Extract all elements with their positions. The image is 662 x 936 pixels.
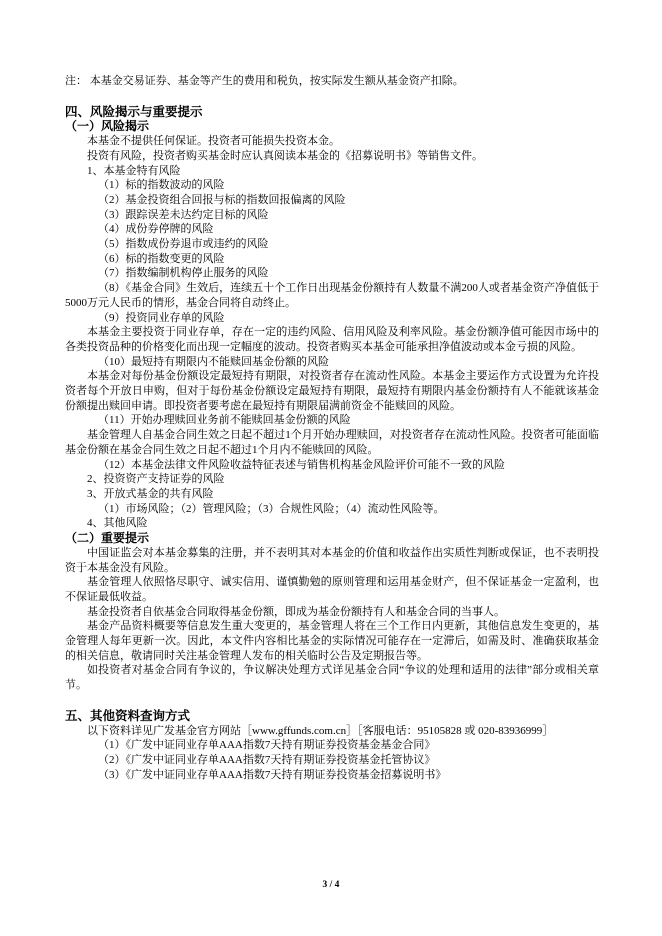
note-line: 注： 本基金交易证券、基金等产生的费用和税负，按实际发生额从基金资产扣除。	[65, 75, 464, 87]
subheading-risk-disclosure: （一）风险揭示	[65, 119, 150, 134]
list-item: （8）《基金合同》生效后，连续五十个工作日出现基金份额持有人数量不满200人或者基金资产净值低于5000万元人民币的情形，基金合同将自动终止。	[65, 282, 599, 309]
list-item: （7）指数编制机构停止服务的风险	[98, 267, 269, 280]
paragraph: 本基金不提供任何保证。投资者可能损失投资本金。	[87, 135, 340, 148]
paragraph-website-info: 以下资料详见广发基金官方网站［www.gffunds.com.cn］［客服电话：95105828 或 020-83936999］	[87, 724, 554, 737]
list-item: （6）标的指数变更的风险	[98, 252, 225, 265]
list-item: 1、本基金特有风险	[87, 164, 181, 177]
paragraph: 如投资者对基金合同有争议的，争议解决处理方式详见基金合同“争议的处理和适用的法律”部分或相关章节。	[65, 664, 599, 692]
paragraph: 投资有风险，投资者购买基金时应认真阅读本基金的《招募说明书》等销售文件。	[87, 149, 483, 162]
list-item: （12）本基金法律文件风险收益特征表述与销售机构基金风险评价可能不一致的风险	[98, 458, 505, 471]
paragraph: 本基金主要投资于同业存单，存在一定的违约风险、信用风险及利率风险。基金份额净值可能因市场中的各类投资品种的价格变化而出现一定幅度的波动。投资者购买本基金可能承担净值波动或本金亏损的风险。	[65, 326, 599, 353]
section-heading-risk: 四、风险揭示与重要提示	[65, 104, 203, 119]
list-item: 3、开放式基金的共有风险	[87, 487, 214, 500]
section-heading-other-info: 五、其他资料查询方式	[65, 708, 191, 723]
list-item: （11）开始办理赎回业务前不能赎回基金份额的风险	[98, 414, 351, 427]
list-item: （1）市场风险；（2）管理风险；（3）合规性风险；（4）流动性风险等。	[98, 502, 445, 515]
paragraph: 基金管理人自基金合同生效之日起不超过1个月开始办理赎回，对投资者存在流动性风险。投资者可能面临基金份额在基金合同生效之日起不超过1个月内不能赎回的风险。	[65, 429, 599, 456]
paragraph: 中国证监会对本基金募集的注册，并不表明其对本基金的价值和收益作出实质性判断或保证，也不表明投资于本基金没有风险。	[65, 546, 599, 574]
list-item: （9）投资同业存单的风险	[98, 311, 225, 324]
page-number: 3 / 4	[322, 880, 340, 890]
list-item-prospectus: （3）《广发中证同业存单AAA指数7天持有期证券投资基金招募说明书》	[98, 768, 447, 781]
paragraph: 基金投资者自依基金合同取得基金份额，即成为基金份额持有人和基金合同的当事人。	[87, 605, 505, 618]
list-item: 2、投资资产支持证券的风险	[87, 473, 225, 486]
list-item: 4、其他风险	[87, 517, 148, 530]
paragraph: 本基金对每份基金份额设定最短持有期限，对投资者存在流动性风险。本基金主要运作方式设置为允许投资者每个开放日申购，但对于每份基金份额设定最短持有期限，最短持有期限内基金份额持有人不能就该基金份额提出赎回申请。即投资者要考虑在最短持有期限届满前资金不能赎回的风险。	[65, 370, 599, 412]
list-item: （5）指数成份券退市或违约的风险	[98, 238, 269, 251]
list-item: （3）跟踪误差未达约定目标的风险	[98, 208, 269, 221]
list-item-custody-agreement: （2）《广发中证同业存单AAA指数7天持有期证券投资基金托管协议》	[98, 753, 436, 766]
subheading-important-notes: （二）重要提示	[65, 531, 150, 546]
list-item-fund-contract: （1）《广发中证同业存单AAA指数7天持有期证券投资基金基金合同》	[98, 739, 436, 752]
paragraph: 基金产品资料概要等信息发生重大变更的，基金管理人将在三个工作日内更新，其他信息发生变更的，基金管理人每年更新一次。因此，本文件内容相比基金的实际情况可能存在一定滞后，如需及时、准确获取基金的相关信息，敬请同时关注基金管理人发布的相关临时公告及定期报告等。	[65, 620, 599, 662]
paragraph: 基金管理人依照恪尽职守、诚实信用、谨慎勤勉的原则管理和运用基金财产，但不保证基金一定盈利，也不保证最低收益。	[65, 576, 599, 603]
list-item: （1）标的指数波动的风险	[98, 179, 225, 192]
list-item: （10）最短持有期限内不能赎回基金份额的风险	[98, 355, 329, 368]
list-item: （2）基金投资组合回报与标的指数回报偏离的风险	[98, 193, 346, 206]
list-item: （4）成份券停牌的风险	[98, 223, 214, 236]
document-content	[65, 74, 599, 782]
